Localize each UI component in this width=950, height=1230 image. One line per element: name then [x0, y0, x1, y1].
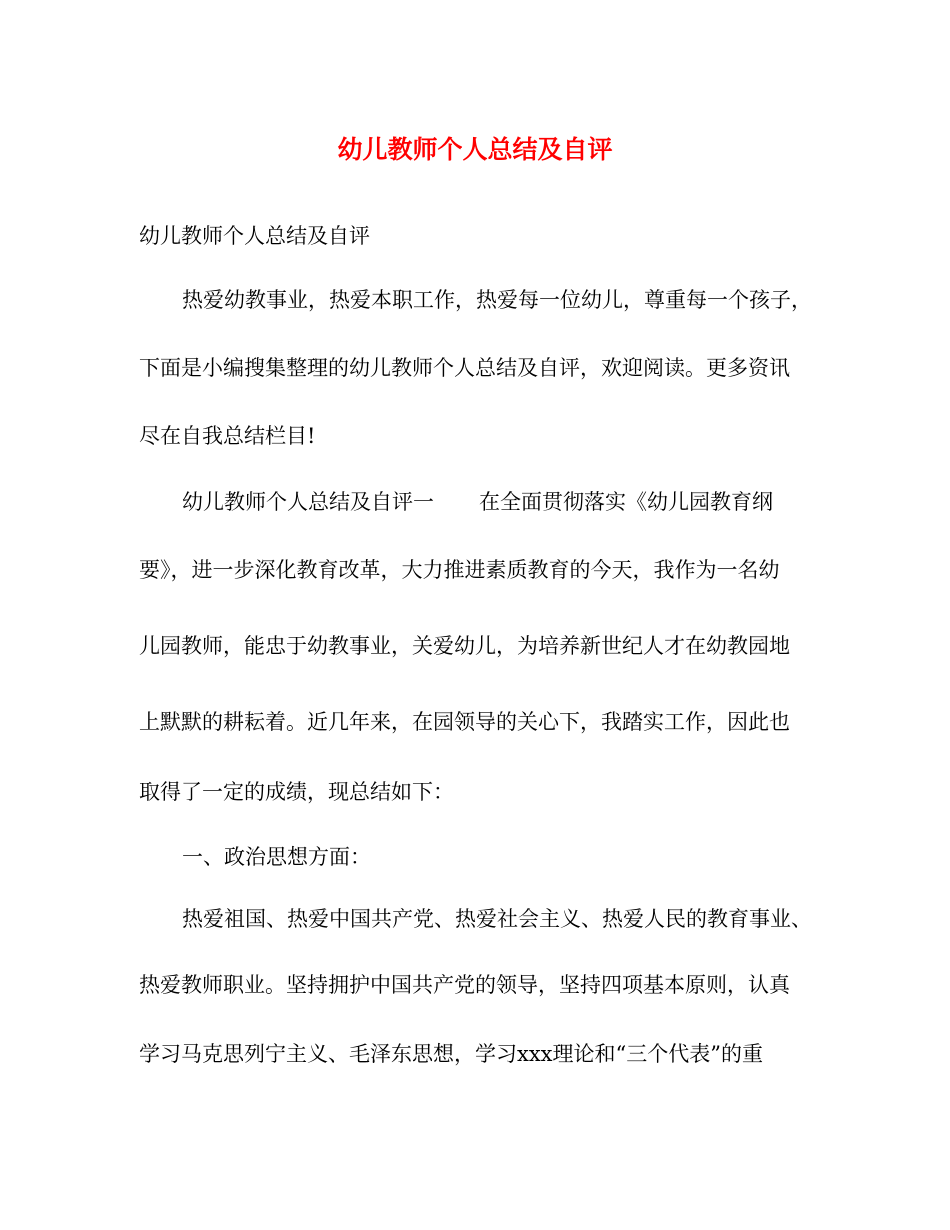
section-heading: 一、政治思想方面：	[182, 845, 371, 869]
paragraph-line: 学习马克思列宁主义、毛泽东思想，学习xxx理论和“三个代表”的重	[139, 1042, 763, 1066]
paragraph-line: 热爱教师职业。坚持拥护中国共产党的领导，坚持四项基本原则，认真	[139, 973, 790, 997]
paragraph-line: 取得了一定的成绩，现总结如下：	[139, 780, 454, 804]
paragraph-line: 上默默的耕耘着。近几年来，在园领导的关心下，我踏实工作，因此也	[139, 710, 790, 734]
paragraph-line: 下面是小编搜集整理的幼儿教师个人总结及自评，欢迎阅读。更多资讯	[139, 356, 790, 380]
section-heading-one: 幼儿教师个人总结及自评一	[182, 490, 434, 514]
paragraph-line: 热爱祖国、热爱中国共产党、热爱社会主义、热爱人民的教育事业、	[182, 907, 812, 931]
paragraph-line: 热爱幼教事业，热爱本职工作，热爱每一位幼儿，尊重每一个孩子，	[182, 288, 812, 312]
document-title: 幼儿教师个人总结及自评	[337, 135, 613, 164]
paragraph-line: 尽在自我总结栏目!	[139, 424, 316, 448]
paragraph-line: 要》，进一步深化教育改革，大力推进素质教育的今天，我作为一名幼	[139, 558, 780, 582]
paragraph-line	[182, 487, 773, 517]
paragraph-line: 儿园教师，能忠于幼教事业，关爱幼儿，为培养新世纪人才在幼教园地	[139, 634, 790, 658]
subtitle-line: 幼儿教师个人总结及自评	[139, 224, 370, 248]
paragraph-text: 在全面贯彻落实《幼儿园教育纲	[479, 490, 773, 514]
